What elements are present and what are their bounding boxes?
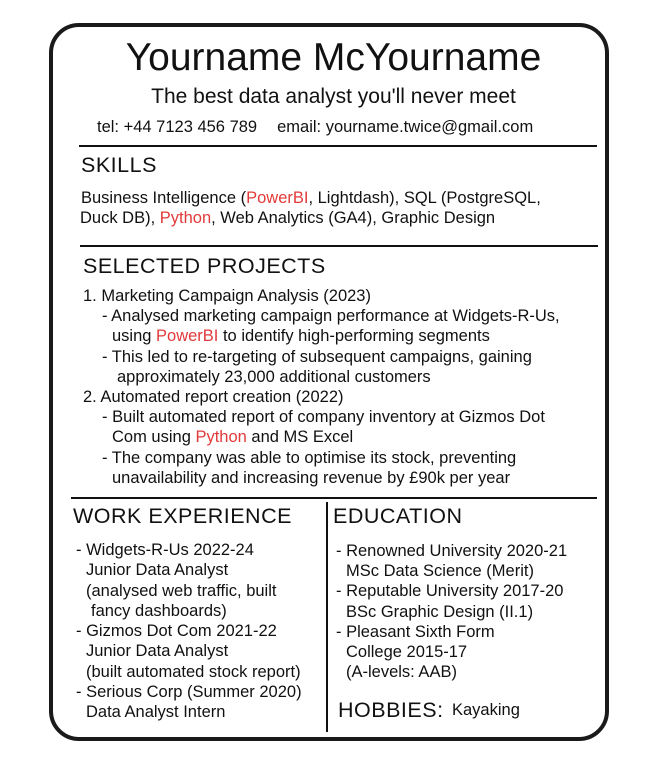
education-line: College 2015-17 <box>346 643 468 661</box>
education-line: BSc Graphic Design (II.1) <box>346 603 534 621</box>
education-heading: EDUCATION <box>333 504 463 528</box>
column-divider <box>326 502 328 732</box>
skill-highlight: PowerBI <box>246 189 309 207</box>
skills-text: Duck DB), <box>80 209 160 227</box>
email-address: email: yourname.twice@gmail.com <box>277 118 534 136</box>
divider <box>79 145 597 147</box>
work-line: - Gizmos Dot Com 2021-22 <box>76 622 277 640</box>
project-bullet: - This led to re-targeting of subsequent campaigns, gaining <box>102 348 532 366</box>
skills-text: Business Intelligence ( <box>81 189 247 207</box>
work-line: - Serious Corp (Summer 2020) <box>76 683 302 701</box>
project-bullet: unavailability and increasing revenue by £90k per year <box>112 469 511 487</box>
phone-number: tel: +44 7123 456 789 <box>97 118 258 136</box>
work-line: Data Analyst Intern <box>86 703 226 721</box>
project-bullet: - The company was able to optimise its stock, preventing <box>102 449 517 467</box>
project-title: 2. Automated report creation (2022) <box>83 388 344 406</box>
project-text: Com using <box>112 428 196 446</box>
education-line: (A-levels: AAB) <box>346 663 457 681</box>
contact-line <box>97 118 533 137</box>
hobbies-value: Kayaking <box>452 701 520 719</box>
divider <box>80 245 598 247</box>
tagline: The best data analyst you'll never meet <box>151 85 516 108</box>
project-bullet: approximately 23,000 additional customers <box>117 368 431 386</box>
skills-line <box>80 209 495 228</box>
work-line: - Widgets-R-Us 2022-24 <box>76 541 254 559</box>
skill-highlight: Python <box>195 428 247 446</box>
work-line: fancy dashboards) <box>91 602 227 620</box>
work-line: Junior Data Analyst <box>86 642 229 660</box>
skill-highlight: PowerBI <box>156 327 219 345</box>
project-bullet: - Built automated report of company inventory at Gizmos Dot <box>102 408 545 426</box>
project-text: and MS Excel <box>246 428 354 446</box>
resume-name: Yourname McYourname <box>125 36 542 79</box>
project-title: 1. Marketing Campaign Analysis (2023) <box>83 287 371 305</box>
project-bullet <box>112 428 353 447</box>
skills-line <box>81 189 541 208</box>
project-text: to identify high-performing segments <box>218 327 490 345</box>
project-text: using <box>112 327 157 345</box>
hobbies-heading: HOBBIES: <box>338 698 444 722</box>
education-line: - Renowned University 2020-21 <box>336 542 568 560</box>
skills-text: , Web Analytics (GA4), Graphic Design <box>211 209 496 227</box>
skills-text: , Lightdash), SQL (PostgreSQL, <box>308 189 541 207</box>
work-line: Junior Data Analyst <box>86 561 229 579</box>
work-line: (built automated stock report) <box>86 663 301 681</box>
divider <box>71 497 597 499</box>
work-line: (analysed web traffic, built <box>86 582 277 600</box>
project-bullet: - Analysed marketing campaign performance at Widgets-R-Us, <box>102 307 560 325</box>
project-bullet <box>112 327 490 346</box>
work-heading: WORK EXPERIENCE <box>73 504 292 528</box>
education-line: - Reputable University 2017-20 <box>336 582 564 600</box>
skills-heading: SKILLS <box>81 153 157 177</box>
education-line: - Pleasant Sixth Form <box>336 623 495 641</box>
skill-highlight: Python <box>159 209 212 227</box>
education-line: MSc Data Science (Merit) <box>346 562 534 580</box>
projects-heading: SELECTED PROJECTS <box>83 254 326 278</box>
